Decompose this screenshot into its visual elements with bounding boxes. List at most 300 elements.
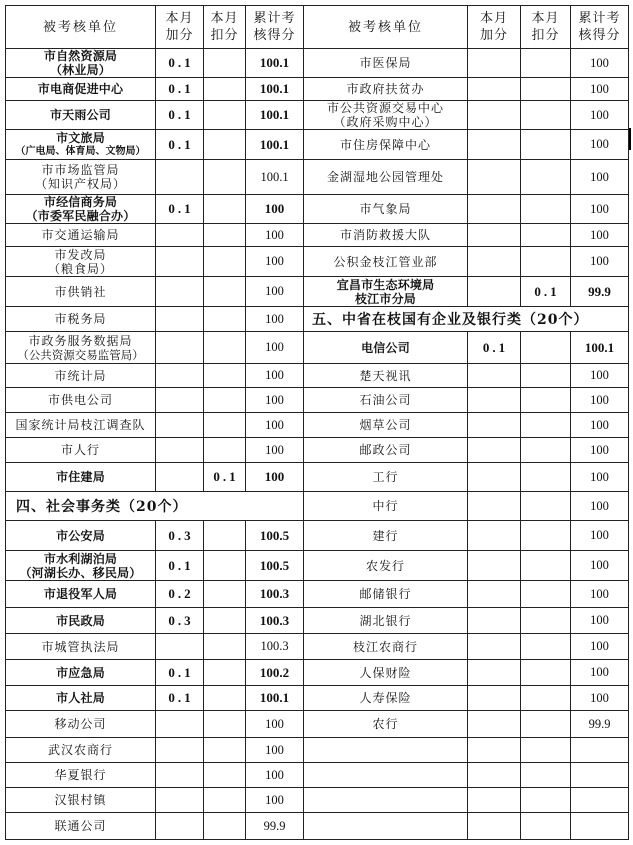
deduct-score-cell	[521, 551, 571, 581]
total-score-cell: 100.1	[246, 49, 304, 78]
total-score-cell: 100.1	[246, 130, 304, 160]
unit-name-cell	[304, 738, 468, 763]
deduct-score-cell	[521, 364, 571, 388]
total-score-cell: 100.2	[246, 660, 304, 686]
deduct-score-cell	[521, 581, 571, 608]
add-score-cell: 0.1	[156, 660, 204, 686]
unit-name-cell	[304, 763, 468, 788]
deduct-score-cell	[521, 195, 571, 224]
deduct-score-cell	[521, 130, 571, 160]
unit-name-cell	[6, 160, 156, 195]
header-deduct-line: 本月	[531, 11, 560, 26]
header-add	[468, 6, 521, 49]
table-row	[6, 738, 629, 763]
unit-name-cell	[6, 551, 156, 581]
unit-name-cell	[304, 438, 468, 463]
unit-name: 市消防救援大队	[339, 228, 431, 242]
deduct-score-cell	[204, 608, 246, 634]
total-score-cell: 100	[571, 49, 629, 78]
unit-name-cell	[304, 686, 468, 711]
deduct-score-cell	[204, 49, 246, 78]
unit-name: （市委军民融合办）	[25, 209, 136, 223]
add-score-cell	[156, 463, 204, 492]
total-score-cell	[571, 763, 629, 788]
header-deduct-line: 扣分	[531, 28, 560, 43]
table-row	[6, 388, 629, 413]
unit-name: 市供销社	[54, 284, 107, 299]
add-score-cell: 0.1	[156, 130, 204, 160]
total-score-cell: 100.1	[246, 78, 304, 101]
add-score-cell	[468, 195, 521, 224]
table-row	[6, 521, 629, 551]
unit-name: 市供电公司	[47, 393, 113, 407]
header-add-line: 加分	[165, 28, 194, 43]
unit-name: （粮食局）	[47, 261, 113, 276]
deduct-score-cell	[204, 813, 246, 840]
unit-name-cell	[304, 388, 468, 413]
unit-name-cell	[304, 634, 468, 660]
assessment-score-table	[5, 5, 629, 840]
unit-name: 工行	[372, 470, 399, 484]
table-row	[6, 160, 629, 195]
table-row	[6, 224, 629, 247]
table-row	[6, 438, 629, 463]
deduct-score-cell	[204, 521, 246, 551]
add-score-cell	[156, 364, 204, 388]
unit-name-cell	[6, 660, 156, 686]
add-score-cell	[468, 551, 521, 581]
unit-name: 国家统计局枝江调查队	[15, 418, 146, 432]
deduct-score-cell	[521, 686, 571, 711]
add-score-cell	[468, 388, 521, 413]
deduct-score-cell	[204, 686, 246, 711]
total-score-cell: 100	[246, 413, 304, 438]
unit-name: 宜昌市生态环境局	[336, 277, 435, 292]
unit-name-cell	[304, 492, 468, 521]
add-score-cell	[468, 224, 521, 247]
add-score-cell	[156, 711, 204, 738]
unit-name-cell	[6, 413, 156, 438]
unit-name-cell	[304, 332, 468, 364]
unit-name: 市经信商务局	[43, 195, 118, 209]
unit-name: 枝江市分局	[354, 291, 416, 306]
total-score-cell: 100	[571, 581, 629, 608]
deduct-score-cell	[204, 581, 246, 608]
unit-name: 市发改局	[54, 247, 107, 262]
add-score-cell	[468, 160, 521, 195]
add-score-cell	[156, 388, 204, 413]
table-row	[6, 413, 629, 438]
add-score-cell	[468, 686, 521, 711]
table-row	[6, 686, 629, 711]
unit-name: 武汉农商行	[47, 743, 113, 757]
unit-name-cell	[6, 224, 156, 247]
scan-artifact-mark	[629, 128, 631, 150]
deduct-score-cell	[521, 492, 571, 521]
deduct-score-cell	[521, 332, 571, 364]
total-score-cell: 100	[571, 686, 629, 711]
unit-name-cell	[6, 101, 156, 130]
unit-name: 石油公司	[359, 393, 412, 407]
deduct-score-cell	[204, 738, 246, 763]
add-score-cell	[156, 813, 204, 840]
total-score-cell: 100.1	[246, 160, 304, 195]
add-score-cell	[468, 247, 521, 277]
deduct-score-cell	[204, 438, 246, 463]
unit-name-cell	[6, 332, 156, 364]
deduct-score-cell	[521, 660, 571, 686]
unit-name-cell	[304, 788, 468, 813]
table-row	[6, 364, 629, 388]
unit-name: 楚天视讯	[359, 368, 412, 383]
deduct-score-cell	[521, 49, 571, 78]
unit-name: 华夏银行	[54, 768, 107, 782]
unit-name: 市住房保障中心	[339, 137, 431, 152]
unit-name-cell	[304, 813, 468, 840]
total-score-cell: 100	[246, 438, 304, 463]
unit-name-cell	[6, 247, 156, 277]
add-score-cell	[156, 738, 204, 763]
deduct-score-cell	[204, 307, 246, 332]
deduct-score-cell	[521, 388, 571, 413]
section-heading: 四、社会事务类（20个）	[6, 492, 304, 521]
unit-name-cell	[304, 581, 468, 608]
header-deduct	[204, 6, 246, 49]
unit-name: 人寿保险	[359, 691, 412, 705]
table-row	[6, 551, 629, 581]
table-row	[6, 813, 629, 840]
unit-name: （广电局、体育局、文物局）	[15, 145, 146, 157]
unit-name-cell	[6, 788, 156, 813]
table-row	[6, 608, 629, 634]
deduct-score-cell	[521, 813, 571, 840]
deduct-score-cell	[204, 364, 246, 388]
unit-name-cell	[6, 388, 156, 413]
add-score-cell	[468, 130, 521, 160]
add-score-cell: 0.1	[156, 78, 204, 101]
add-score-cell: 0.3	[156, 608, 204, 634]
add-score-cell	[156, 788, 204, 813]
unit-name-cell	[6, 738, 156, 763]
table-row	[6, 581, 629, 608]
add-score-cell	[468, 608, 521, 634]
total-score-cell: 100	[246, 307, 304, 332]
unit-name: 市统计局	[54, 368, 107, 383]
total-score-cell: 100	[571, 388, 629, 413]
add-score-cell	[468, 463, 521, 492]
add-score-cell	[468, 763, 521, 788]
add-score-cell	[156, 247, 204, 277]
unit-name-cell	[304, 195, 468, 224]
unit-name-cell	[6, 686, 156, 711]
unit-name-cell	[304, 247, 468, 277]
deduct-score-cell	[204, 332, 246, 364]
unit-name: 建行	[372, 528, 399, 543]
deduct-score-cell	[204, 101, 246, 130]
unit-name: 中行	[372, 499, 399, 513]
table-row	[6, 195, 629, 224]
unit-name: 市医保局	[359, 56, 412, 70]
unit-name: 市税务局	[54, 312, 107, 326]
header-unit: 被考核单位	[304, 6, 468, 49]
unit-name: 湖北银行	[359, 613, 412, 628]
total-score-cell: 100	[571, 78, 629, 101]
unit-name-cell	[6, 307, 156, 332]
unit-name-cell	[6, 813, 156, 840]
unit-name: 市政府扶贫办	[346, 82, 425, 96]
unit-name-cell	[304, 711, 468, 738]
add-score-cell: 0.1	[468, 332, 521, 364]
deduct-score-cell	[204, 413, 246, 438]
total-score-cell: 100	[246, 332, 304, 364]
total-score-cell: 100	[571, 364, 629, 388]
add-score-cell	[468, 364, 521, 388]
unit-name-cell	[304, 551, 468, 581]
deduct-score-cell	[204, 788, 246, 813]
unit-name: 农发行	[365, 558, 405, 573]
add-score-cell	[156, 763, 204, 788]
unit-name: 市人社局	[56, 691, 105, 705]
add-score-cell: 0.3	[156, 521, 204, 551]
total-score-cell	[571, 738, 629, 763]
unit-name-cell	[6, 763, 156, 788]
unit-name: 烟草公司	[359, 418, 412, 432]
unit-name-cell	[6, 581, 156, 608]
table-row	[6, 78, 629, 101]
deduct-score-cell	[521, 711, 571, 738]
total-score-cell: 100.5	[246, 521, 304, 551]
deduct-score-cell	[204, 160, 246, 195]
add-score-cell	[468, 711, 521, 738]
deduct-score-cell	[521, 438, 571, 463]
add-score-cell	[156, 413, 204, 438]
add-score-cell: 0.1	[156, 551, 204, 581]
header-deduct-line: 扣分	[210, 28, 239, 43]
header-total	[571, 6, 629, 49]
unit-name: （林业局）	[49, 63, 111, 77]
total-score-cell: 100	[571, 130, 629, 160]
table-row	[6, 763, 629, 788]
total-score-cell	[571, 813, 629, 840]
unit-name: 电信公司	[361, 340, 410, 355]
table-row	[6, 130, 629, 160]
unit-name: 市自然资源局	[43, 49, 118, 63]
deduct-score-cell	[204, 388, 246, 413]
add-score-cell: 0.1	[156, 195, 204, 224]
unit-name: 市应急局	[56, 665, 105, 680]
unit-name: （知识产权局）	[34, 177, 126, 191]
total-score-cell: 99.9	[571, 711, 629, 738]
total-score-cell: 100	[571, 492, 629, 521]
total-score-cell: 100	[571, 101, 629, 130]
header-add	[156, 6, 204, 49]
total-score-cell: 100	[246, 224, 304, 247]
header-deduct-line: 本月	[210, 11, 239, 26]
deduct-score-cell	[521, 101, 571, 130]
table-row	[6, 711, 629, 738]
total-score-cell: 100.1	[571, 332, 629, 364]
unit-name-cell	[304, 160, 468, 195]
unit-name: 市电商促进中心	[37, 82, 124, 96]
total-score-cell: 100	[246, 711, 304, 738]
unit-name: （河湖长办、移民局）	[19, 565, 142, 580]
unit-name-cell	[304, 413, 468, 438]
header-total-line: 累计考	[253, 11, 296, 26]
unit-name-cell	[6, 521, 156, 551]
unit-name-cell	[304, 608, 468, 634]
add-score-cell	[156, 634, 204, 660]
deduct-score-cell	[521, 608, 571, 634]
add-score-cell	[468, 521, 521, 551]
add-score-cell	[468, 438, 521, 463]
total-score-cell: 100	[246, 364, 304, 388]
unit-name-cell	[6, 463, 156, 492]
add-score-cell: 0.2	[156, 581, 204, 608]
unit-name: 市人行	[60, 443, 100, 457]
unit-name: 市公安局	[56, 528, 105, 543]
total-score-cell: 100	[571, 160, 629, 195]
deduct-score-cell	[521, 160, 571, 195]
total-score-cell: 100	[571, 634, 629, 660]
deduct-score-cell	[204, 130, 246, 160]
total-score-cell	[571, 788, 629, 813]
total-score-cell: 100	[246, 388, 304, 413]
total-score-cell: 100	[571, 521, 629, 551]
add-score-cell	[468, 78, 521, 101]
add-score-cell	[468, 788, 521, 813]
unit-name-cell	[304, 130, 468, 160]
table-row	[6, 788, 629, 813]
unit-name: 移动公司	[54, 717, 107, 731]
unit-name-cell	[6, 634, 156, 660]
total-score-cell: 100.3	[246, 581, 304, 608]
add-score-cell	[468, 813, 521, 840]
header-add-line: 本月	[479, 11, 508, 26]
unit-name-cell	[304, 49, 468, 78]
unit-name: 市天雨公司	[49, 108, 111, 122]
add-score-cell	[468, 101, 521, 130]
unit-name-cell	[6, 49, 156, 78]
unit-name: 市气象局	[359, 202, 412, 216]
unit-name-cell	[6, 78, 156, 101]
add-score-cell	[468, 738, 521, 763]
total-score-cell: 100.3	[246, 608, 304, 634]
deduct-score-cell	[204, 195, 246, 224]
deduct-score-cell	[204, 551, 246, 581]
add-score-cell	[468, 413, 521, 438]
unit-name: 联通公司	[54, 819, 107, 833]
total-score-cell: 100	[246, 788, 304, 813]
total-score-cell: 100	[571, 660, 629, 686]
unit-name-cell	[6, 130, 156, 160]
total-score-cell: 100	[571, 608, 629, 634]
total-score-cell: 100	[571, 438, 629, 463]
add-score-cell	[468, 277, 521, 307]
table-row	[6, 101, 629, 130]
unit-name-cell	[304, 224, 468, 247]
total-score-cell: 100	[246, 738, 304, 763]
total-score-cell: 100	[246, 195, 304, 224]
unit-name: （公共资源交易监管局）	[17, 347, 144, 362]
deduct-score-cell	[204, 711, 246, 738]
total-score-cell: 100	[571, 463, 629, 492]
total-score-cell: 100	[246, 763, 304, 788]
deduct-score-cell	[521, 788, 571, 813]
total-score-cell: 100	[571, 413, 629, 438]
deduct-score-cell	[521, 463, 571, 492]
deduct-score-cell	[204, 247, 246, 277]
table-row	[6, 277, 629, 307]
deduct-score-cell	[521, 78, 571, 101]
deduct-score-cell	[521, 763, 571, 788]
total-score-cell: 100	[571, 551, 629, 581]
unit-name: 市民政局	[56, 613, 105, 628]
deduct-score-cell	[521, 634, 571, 660]
unit-name: 市水利湖泊局	[43, 551, 118, 566]
total-score-cell: 100	[246, 277, 304, 307]
unit-name: 金湖湿地公园管理处	[326, 170, 444, 184]
header-unit: 被考核单位	[6, 6, 156, 49]
unit-name: 市市场监管局	[41, 163, 120, 177]
deduct-score-cell	[204, 277, 246, 307]
total-score-cell: 100.1	[246, 686, 304, 711]
table-row	[6, 49, 629, 78]
add-score-cell	[156, 438, 204, 463]
header-total-line: 核得分	[253, 28, 296, 43]
unit-name: 市文旅局	[56, 130, 105, 145]
header-row	[6, 6, 629, 49]
unit-name-cell	[6, 277, 156, 307]
deduct-score-cell	[521, 247, 571, 277]
header-add-line: 加分	[479, 28, 508, 43]
deduct-score-cell	[204, 224, 246, 247]
unit-name-cell	[6, 364, 156, 388]
deduct-score-cell	[204, 763, 246, 788]
unit-name: 市城管执法局	[41, 639, 120, 654]
unit-name: 市公共资源交易中心	[326, 101, 444, 115]
total-score-cell: 99.9	[246, 813, 304, 840]
unit-name: 农行	[372, 717, 399, 731]
unit-name: 枝江农商行	[352, 639, 418, 654]
add-score-cell	[468, 634, 521, 660]
table-row	[6, 660, 629, 686]
unit-name-cell	[304, 277, 468, 307]
total-score-cell: 100	[571, 195, 629, 224]
total-score-cell: 99.9	[571, 277, 629, 307]
add-score-cell	[156, 307, 204, 332]
header-total-line: 累计考	[578, 11, 621, 26]
header-deduct	[521, 6, 571, 49]
unit-name-cell	[304, 78, 468, 101]
deduct-score-cell	[204, 660, 246, 686]
unit-name: 市政务服务数据局	[28, 333, 133, 348]
deduct-score-cell: 0.1	[521, 277, 571, 307]
table-row	[6, 247, 629, 277]
table-row	[6, 492, 629, 521]
header-total-line: 核得分	[578, 28, 621, 43]
unit-name: 市退役军人局	[43, 587, 118, 601]
unit-name: 市住建局	[56, 470, 105, 484]
unit-name-cell	[6, 711, 156, 738]
add-score-cell: 0.1	[156, 101, 204, 130]
add-score-cell	[156, 224, 204, 247]
add-score-cell	[156, 160, 204, 195]
add-score-cell	[468, 660, 521, 686]
add-score-cell: 0.1	[156, 686, 204, 711]
deduct-score-cell: 0.1	[204, 463, 246, 492]
unit-name: 公积金枝江管业部	[333, 254, 438, 269]
unit-name: （政府采购中心）	[333, 115, 438, 129]
